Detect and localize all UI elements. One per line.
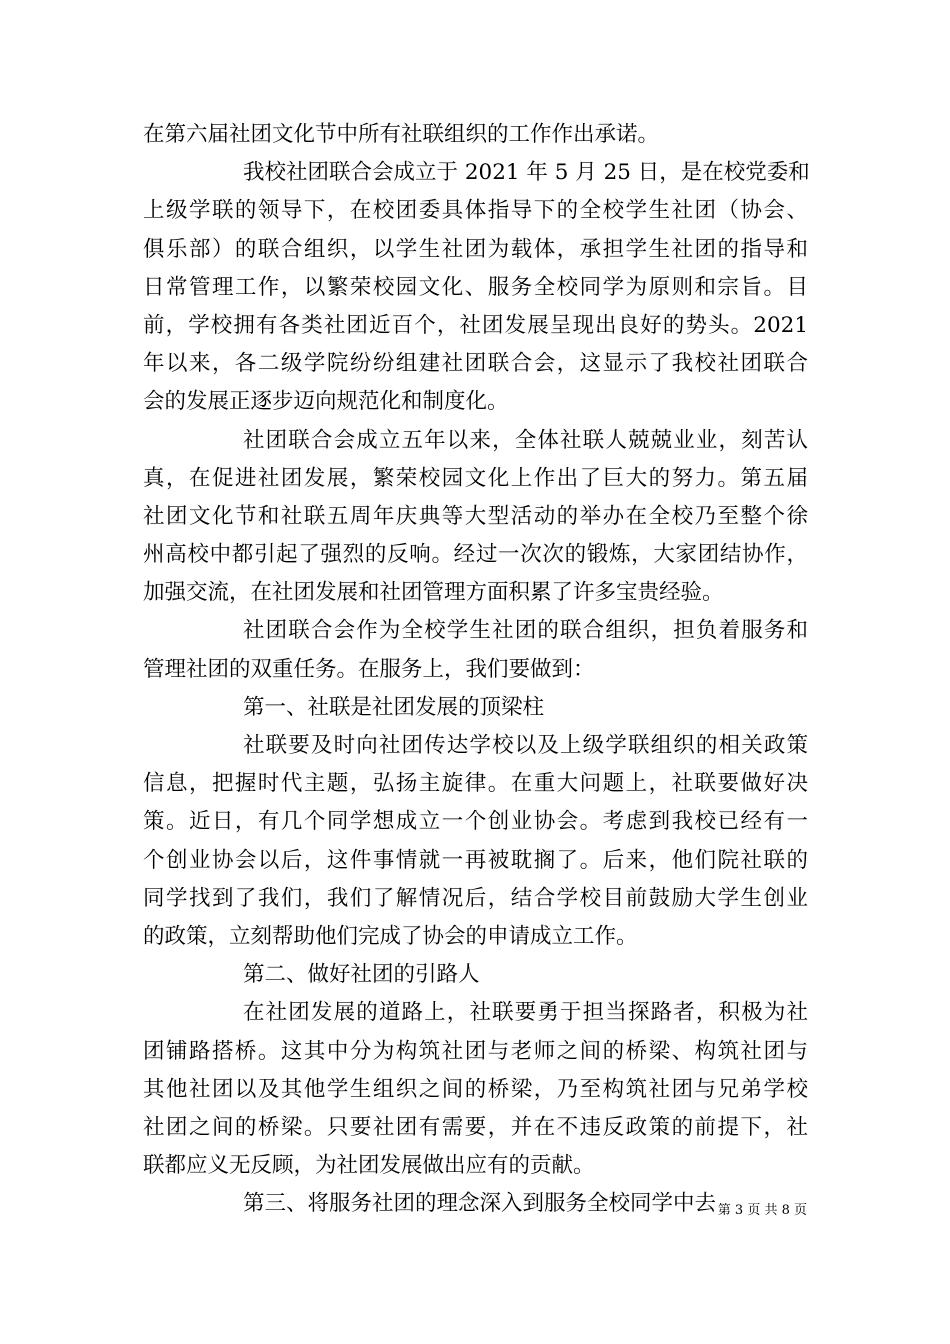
text-line: 日常管理工作，以繁荣校园文化、服务全校同学为原则和宗旨。目 xyxy=(143,274,808,300)
text-line: 其他社团以及其他学生组织之间的桥梁，乃至构筑社团与兄弟学校 xyxy=(143,1076,808,1102)
page-number-footer: 第 3 页 共 8 页 xyxy=(717,1203,807,1218)
text-line: 上级学联的领导下，在校团委具体指导下的全校学生社团（协会、 xyxy=(143,198,808,224)
text-line: 我校社团联合会成立于 2021 年 5 月 25 日，是在校党委和 xyxy=(243,160,810,186)
text-line: 的政策，立刻帮助他们完成了协会的申请成立工作。 xyxy=(143,923,638,949)
text-line: 社团联合会成立五年以来，全体社联人兢兢业业，刻苦认 xyxy=(243,427,808,453)
text-line: 加强交流，在社团发展和社团管理方面积累了许多宝贵经验。 xyxy=(143,580,724,606)
text-line: 第三、将服务社团的理念深入到服务全校同学中去 xyxy=(243,1191,717,1217)
text-line: 策。近日，有几个同学想成立一个创业协会。考虑到我校已经有一 xyxy=(143,809,808,835)
text-line: 社团之间的桥梁。只要社团有需要，并在不违反政策的前提下，社 xyxy=(143,1114,808,1140)
text-line: 年以来，各二级学院纷纷组建社团联合会，这显示了我校社团联合 xyxy=(143,351,808,377)
text-line: 同学找到了我们，我们了解情况后，结合学校目前鼓励大学生创业 xyxy=(143,885,808,911)
text-line: 州高校中都引起了强烈的反响。经过一次次的锻炼，大家团结协作， xyxy=(143,542,808,568)
text-line: 信息，把握时代主题，弘扬主旋律。在重大问题上，社联要做好决 xyxy=(143,771,808,797)
text-line: 在第六届社团文化节中所有社联组织的工作作出承诺。 xyxy=(143,122,660,147)
text-line: 个创业协会以后，这件事情就一再被耽搁了。后来，他们院社联的 xyxy=(143,847,808,873)
text-line: 俱乐部）的联合组织，以学生社团为载体，承担学生社团的指导和 xyxy=(143,236,808,262)
text-line: 真，在促进社团发展，繁荣校园文化上作出了巨大的努力。第五届 xyxy=(143,465,808,491)
text-line: 在社团发展的道路上，社联要勇于担当探路者，积极为社 xyxy=(243,1000,808,1026)
text-line: 第一、社联是社团发展的顶梁柱 xyxy=(243,694,545,720)
text-line: 社团文化节和社联五周年庆典等大型活动的举办在全校乃至整个徐 xyxy=(143,503,808,529)
text-line: 前，学校拥有各类社团近百个，社团发展呈现出良好的势头。2021 xyxy=(143,312,808,338)
text-line: 社联要及时向社团传达学校以及上级学联组织的相关政策 xyxy=(243,733,808,758)
text-line: 联都应义无反顾，为社团发展做出应有的贡献。 xyxy=(143,1153,595,1179)
text-line: 社团联合会作为全校学生社团的联合组织，担负着服务和 xyxy=(243,618,808,644)
text-line: 第二、做好社团的引路人 xyxy=(243,962,480,988)
text-line: 会的发展正逐步迈向规范化和制度化。 xyxy=(143,389,509,415)
document-body xyxy=(143,116,808,1223)
text-line: 管理社团的双重任务。在服务上，我们要做到： xyxy=(143,656,595,682)
text-line: 团铺路搭桥。这其中分为构筑社团与老师之间的桥梁、构筑社团与 xyxy=(143,1038,808,1064)
